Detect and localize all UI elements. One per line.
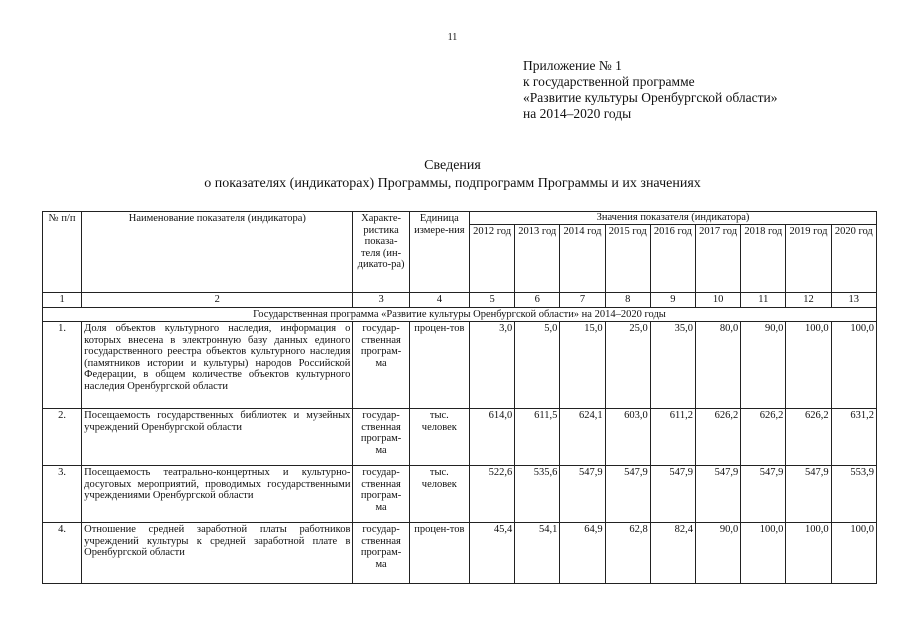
header-year: 2013 год (515, 224, 560, 293)
column-number: 4 (409, 293, 469, 308)
document-title: Сведения (424, 158, 481, 173)
indicator-value: 25,0 (605, 322, 650, 409)
column-number: 9 (650, 293, 695, 308)
document-subtitle: о показателях (индикаторах) Программы, подпрограмм Программы и их значениях (204, 176, 701, 191)
indicators-table (42, 211, 877, 584)
indicator-value: 626,2 (741, 409, 786, 466)
column-number: 3 (353, 293, 409, 308)
table-row (43, 322, 877, 409)
indicator-characteristic: государ-ственная програм-ма (353, 466, 409, 523)
column-number: 1 (43, 293, 82, 308)
indicator-value: 626,2 (786, 409, 831, 466)
indicator-value: 547,9 (560, 466, 605, 523)
indicator-value: 547,9 (605, 466, 650, 523)
indicator-value: 82,4 (650, 523, 695, 584)
header-year: 2017 год (696, 224, 741, 293)
indicator-value: 90,0 (741, 322, 786, 409)
indicator-value: 35,0 (650, 322, 695, 409)
appendix-line-3: «Развитие культуры Оренбургской области» (523, 90, 778, 105)
indicator-characteristic: государ-ственная програм-ма (353, 523, 409, 584)
indicator-value: 54,1 (515, 523, 560, 584)
table-row (43, 523, 877, 584)
indicator-value: 631,2 (831, 409, 876, 466)
indicator-value: 64,9 (560, 523, 605, 584)
header-year: 2012 год (469, 224, 514, 293)
header-year: 2015 год (605, 224, 650, 293)
header-year: 2019 год (786, 224, 831, 293)
appendix-line-1: Приложение № 1 (523, 58, 622, 73)
header-unit: Единица измере-ния (409, 212, 469, 293)
column-number: 12 (786, 293, 831, 308)
program-title-row: Государственная программа «Развитие культуры Оренбургской области» на 2014–2020 годы (43, 307, 877, 322)
indicator-value: 611,2 (650, 409, 695, 466)
indicator-value: 547,9 (696, 466, 741, 523)
column-number: 13 (831, 293, 876, 308)
header-year: 2016 год (650, 224, 695, 293)
column-number: 8 (605, 293, 650, 308)
column-number: 2 (82, 293, 353, 308)
indicator-value: 90,0 (696, 523, 741, 584)
indicator-value: 535,6 (515, 466, 560, 523)
indicator-value: 611,5 (515, 409, 560, 466)
indicator-value: 80,0 (696, 322, 741, 409)
indicator-unit: тыс. человек (409, 466, 469, 523)
indicator-unit: процен-тов (409, 523, 469, 584)
header-name: Наименование показателя (индикатора) (82, 212, 353, 293)
indicator-characteristic: государ-ственная програм-ма (353, 409, 409, 466)
indicator-value: 62,8 (605, 523, 650, 584)
table-row (43, 466, 877, 523)
indicator-name: Посещаемость театрально-концертных и культурно-досуговых мероприятий, проводимых государственными учреждениями Оренбургской области (82, 466, 353, 523)
indicator-unit: тыс. человек (409, 409, 469, 466)
header-num: № п/п (43, 212, 82, 293)
header-values-group: Значения показателя (индикатора) (469, 212, 876, 225)
indicator-value: 100,0 (741, 523, 786, 584)
indicator-value: 547,9 (650, 466, 695, 523)
indicator-value: 100,0 (831, 523, 876, 584)
page-number: 11 (447, 32, 458, 43)
row-number: 4. (43, 523, 82, 584)
column-number: 11 (741, 293, 786, 308)
indicator-value: 624,1 (560, 409, 605, 466)
table-row (43, 409, 877, 466)
indicator-value: 100,0 (786, 322, 831, 409)
indicator-value: 5,0 (515, 322, 560, 409)
header-year: 2014 год (560, 224, 605, 293)
indicator-characteristic: государ-ственная програм-ма (353, 322, 409, 409)
row-number: 2. (43, 409, 82, 466)
header-year: 2018 год (741, 224, 786, 293)
indicator-value: 614,0 (469, 409, 514, 466)
indicator-value: 3,0 (469, 322, 514, 409)
indicator-value: 547,9 (741, 466, 786, 523)
appendix-note (523, 58, 777, 122)
column-number: 10 (696, 293, 741, 308)
appendix-line-2: к государственной программе (523, 74, 695, 89)
indicator-name: Посещаемость государственных библиотек и музейных учреждений Оренбургской области (82, 409, 353, 466)
indicator-value: 15,0 (560, 322, 605, 409)
indicator-name: Отношение средней заработной платы работников учреждений культуры к средней заработной плате в Оренбургской области (82, 523, 353, 584)
indicator-name: Доля объектов культурного наследия, информация о которых внесена в электронную базу данных единого государственного реестра объектов культурного наследия (памятников истории и культуры) народов Российской Федерации, в общем количестве объектов культурного наследия Оренбургской области (82, 322, 353, 409)
indicator-value: 626,2 (696, 409, 741, 466)
indicator-value: 522,6 (469, 466, 514, 523)
header-year: 2020 год (831, 224, 876, 293)
appendix-line-4: на 2014–2020 годы (523, 106, 632, 121)
row-number: 1. (43, 322, 82, 409)
row-number: 3. (43, 466, 82, 523)
indicator-value: 553,9 (831, 466, 876, 523)
indicator-value: 100,0 (831, 322, 876, 409)
column-number: 7 (560, 293, 605, 308)
indicator-value: 45,4 (469, 523, 514, 584)
indicator-unit: процен-тов (409, 322, 469, 409)
column-number: 5 (469, 293, 514, 308)
indicator-value: 100,0 (786, 523, 831, 584)
header-characteristic: Характе-ристика показа-теля (ин-дикато-ра) (353, 212, 409, 293)
indicator-value: 603,0 (605, 409, 650, 466)
column-number: 6 (515, 293, 560, 308)
indicator-value: 547,9 (786, 466, 831, 523)
